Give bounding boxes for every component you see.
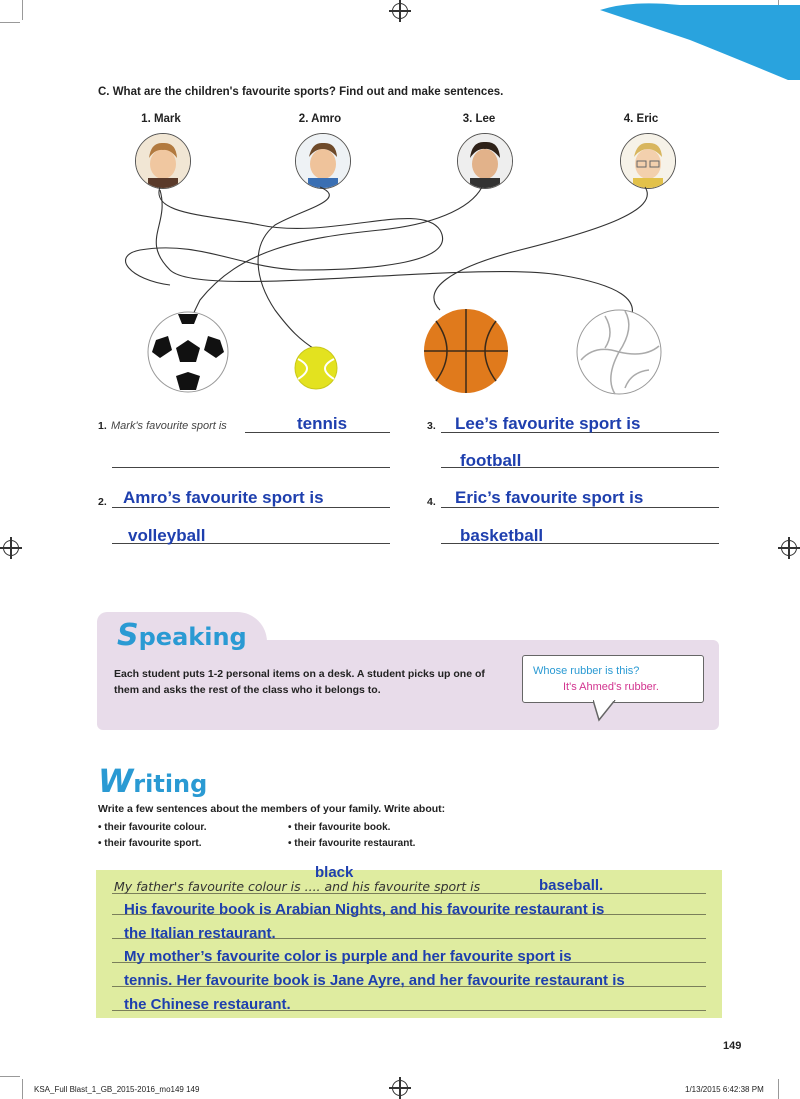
answer-text[interactable]: Eric’s favourite sport is (455, 488, 644, 507)
answer-text[interactable]: His favourite book is Arabian Nights, and his favourite restaurant is (124, 901, 605, 918)
speaking-instructions: Each student puts 1-2 personal items on a desk. A student picks up one of them and asks the rest of the class who it belongs to. (114, 668, 485, 696)
speech-bubble (522, 655, 704, 703)
answer-text[interactable]: football (460, 451, 522, 470)
child-label-mark: 1. Mark (141, 113, 181, 125)
answer-text[interactable]: the Italian restaurant. (124, 925, 276, 942)
registration-mark-icon (3, 540, 19, 556)
question-prompt: Mark's favourite sport is (111, 420, 227, 432)
bullet-item: • their favourite restaurant. (288, 838, 416, 849)
basketball-icon (422, 307, 510, 395)
answer-text[interactable]: tennis. Her favourite book is Jane Ayre, and her favourite restaurant is (124, 972, 625, 989)
answer-text[interactable]: Amro’s favourite sport is (123, 488, 324, 507)
bubble-question: Whose rubber is this? (533, 665, 640, 677)
bubble-answer: It's Ahmed's rubber. (563, 681, 659, 693)
answer-text[interactable]: Lee’s favourite sport is (455, 414, 641, 433)
page-number: 149 (723, 1040, 742, 1052)
bubble-tail-icon (593, 700, 617, 722)
footer-file: KSA_Full Blast_1_GB_2015-2016_mo149 149 (34, 1085, 200, 1094)
answer-text[interactable]: baseball. (539, 877, 604, 894)
answer-line (112, 467, 390, 468)
speaking-heading: Speaking (117, 618, 247, 653)
answer-text[interactable]: the Chinese restaurant. (124, 996, 291, 1013)
volleyball-icon (575, 308, 663, 396)
question-number: 4. (427, 496, 436, 508)
question-number: 3. (427, 420, 436, 432)
child-label-amro: 2. Amro (298, 113, 342, 125)
tangled-lines (0, 0, 800, 400)
child-label-lee: 3. Lee (462, 113, 496, 125)
answer-text[interactable]: basketball (460, 526, 544, 545)
question-number: 1. (98, 420, 107, 432)
bullet-item: • their favourite colour. (98, 822, 207, 833)
registration-mark-icon (781, 540, 797, 556)
footer-timestamp: 1/13/2015 6:42:38 PM (685, 1085, 764, 1094)
question-number: 2. (98, 496, 107, 508)
child-label-eric: 4. Eric (623, 113, 659, 125)
football-icon (146, 310, 230, 394)
writing-instructions: Write a few sentences about the members of your family. Write about: (98, 803, 446, 815)
exercise-title: C. What are the children's favourite sports? Find out and make sentences. (98, 86, 504, 98)
answer-text[interactable]: tennis (297, 414, 348, 433)
crop-mark (0, 1076, 20, 1077)
answer-text[interactable]: volleyball (128, 526, 206, 545)
answer-text[interactable]: black (315, 864, 354, 881)
tennis-ball-icon (293, 345, 339, 391)
bullet-item: • their favourite sport. (98, 838, 202, 849)
crop-mark (22, 1079, 23, 1099)
writing-heading: Writing (98, 762, 208, 800)
registration-mark-icon (392, 1080, 408, 1096)
model-sentence: My father's favourite colour is .... and his favourite sport is (114, 879, 481, 894)
answer-text[interactable]: My mother’s favourite color is purple and her favourite sport is (124, 948, 572, 965)
bullet-item: • their favourite book. (288, 822, 391, 833)
crop-mark (778, 1079, 779, 1099)
